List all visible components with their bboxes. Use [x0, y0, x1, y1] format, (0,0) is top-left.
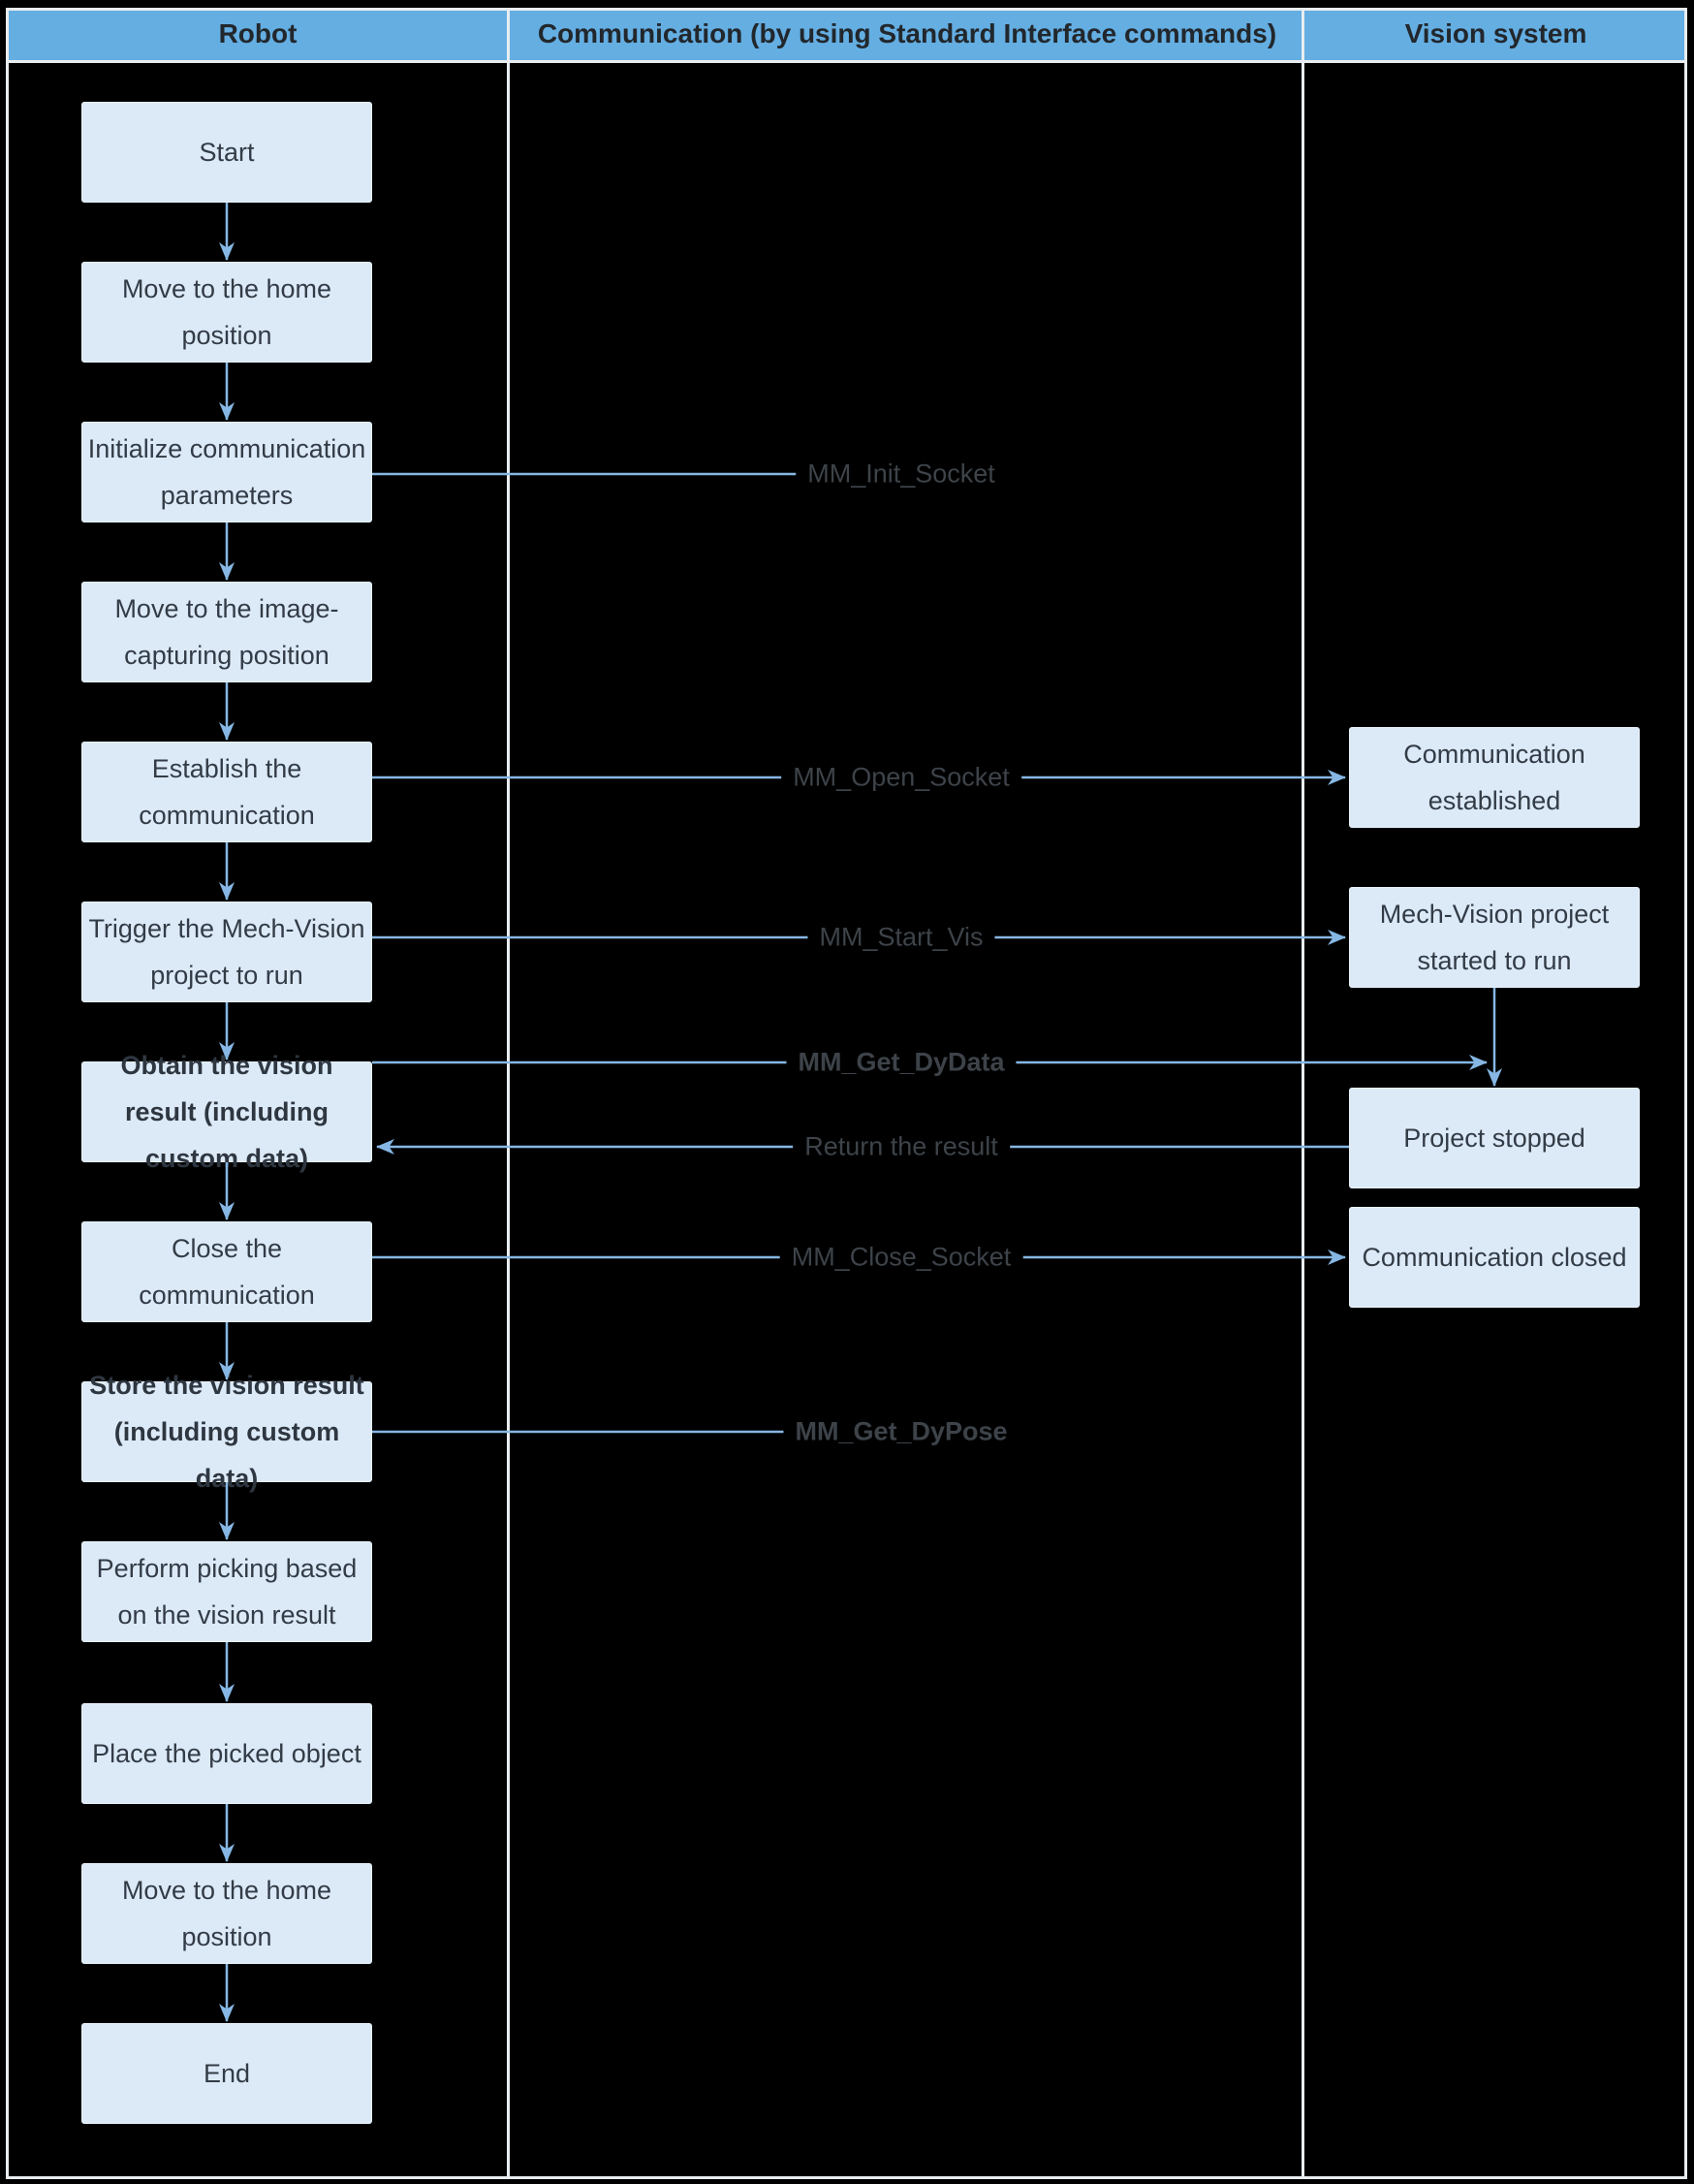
header-communication-label: Communication (by using Standard Interface commands): [537, 18, 1277, 48]
flow-box-start: Start: [81, 102, 372, 203]
flow-box-end: End: [81, 2023, 372, 2124]
header-communication: [510, 8, 1304, 63]
header-vision: [1304, 8, 1687, 63]
flow-box-close-comm: Close the communication: [81, 1221, 372, 1322]
flow-box-perform-picking: Perform picking based on the vision result: [81, 1541, 372, 1642]
flow-box-init-params: Initialize communication parameters: [81, 422, 372, 522]
vision-box-project-stopped: Project stopped: [1349, 1088, 1640, 1188]
header-robot-label: Robot: [218, 18, 298, 48]
header-robot: [6, 8, 510, 63]
command-label-mm-open-socket: MM_Open_Socket: [781, 763, 1021, 793]
vision-box-comm-established: Communication established: [1349, 727, 1640, 828]
command-label-mm-close-socket: MM_Close_Socket: [780, 1243, 1023, 1273]
flow-box-move-home-2: Move to the home position: [81, 1863, 372, 1964]
command-label-mm-get-dypose: MM_Get_DyPose: [783, 1417, 1019, 1447]
flow-box-store-result: Store the vision result (including custom data): [81, 1381, 372, 1482]
flow-box-move-capture: Move to the image-capturing position: [81, 582, 372, 682]
header-vision-label: Vision system: [1404, 18, 1587, 48]
command-label-mm-get-dydata: MM_Get_DyData: [786, 1048, 1016, 1078]
vision-box-comm-closed: Communication closed: [1349, 1207, 1640, 1308]
vision-box-project-started: Mech-Vision project started to run: [1349, 887, 1640, 988]
lane-divider-right: [1302, 8, 1304, 2179]
lane-divider-left: [507, 8, 510, 2179]
command-label-mm-start-vis: MM_Start_Vis: [807, 923, 994, 953]
command-label-return-result: Return the result: [793, 1132, 1010, 1162]
flow-box-move-home: Move to the home position: [81, 262, 372, 363]
flow-box-obtain-result: Obtain the vision result (including custom data): [81, 1061, 372, 1162]
command-label-mm-init-socket: MM_Init_Socket: [796, 459, 1007, 490]
flow-box-establish-comm: Establish the communication: [81, 742, 372, 842]
flow-box-trigger-project: Trigger the Mech-Vision project to run: [81, 902, 372, 1002]
flow-box-place-object: Place the picked object: [81, 1703, 372, 1804]
